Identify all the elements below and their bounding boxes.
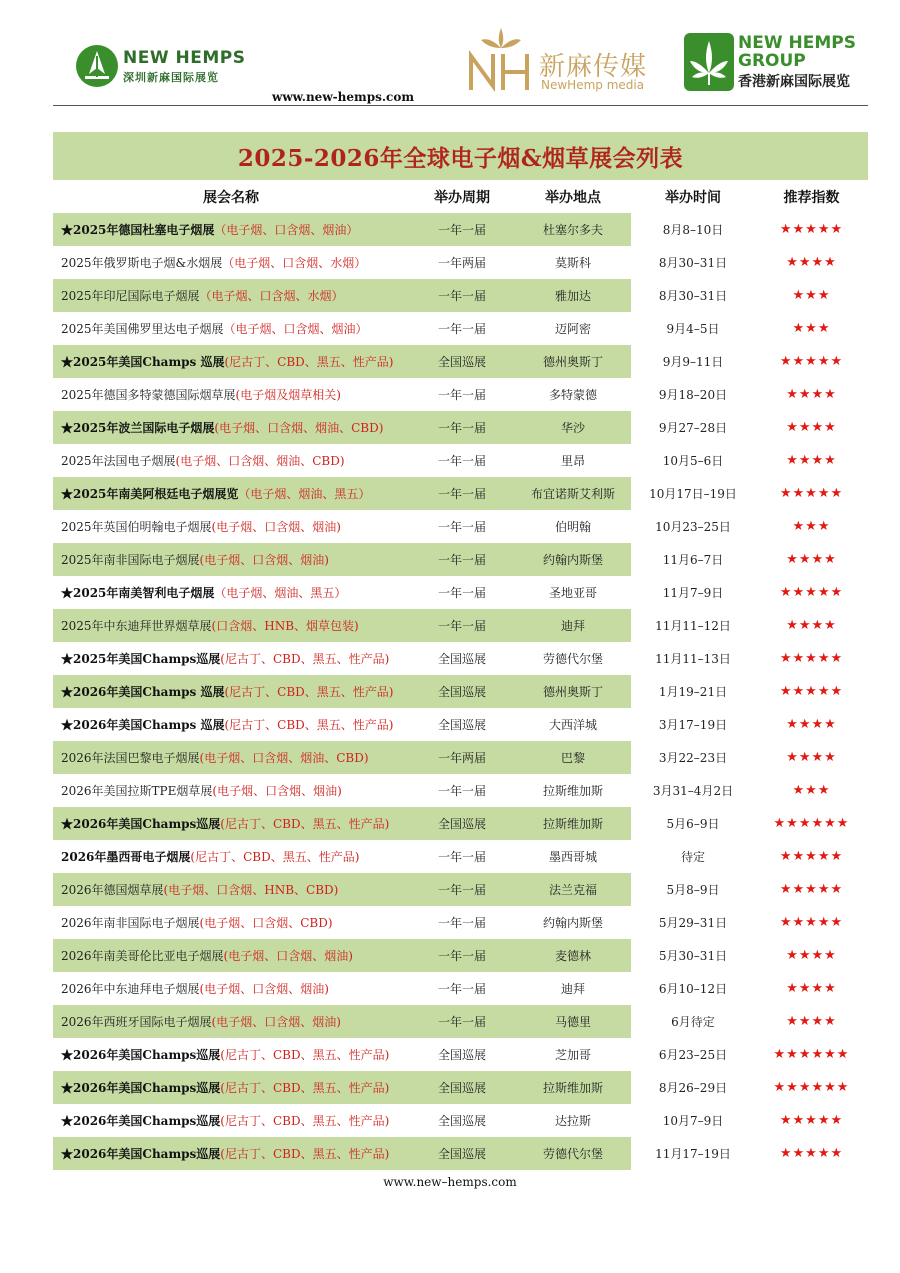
time-cell: 9月18–20日	[631, 378, 755, 411]
place-cell: 迈阿密	[515, 312, 631, 345]
table-row	[53, 840, 868, 873]
middle-logo-subtitle: NewHemp media	[541, 78, 645, 92]
exhibition-name: ★2025年美国Champs巡展	[61, 652, 221, 666]
cycle-cell: 一年一届	[409, 378, 515, 411]
table-title: 2025-2026年全球电子烟&烟草展会列表	[53, 132, 868, 180]
cycle-cell: 一年两届	[409, 246, 515, 279]
table-row	[53, 312, 868, 345]
place-cell: 墨西哥城	[515, 840, 631, 873]
rating-stars: ★★★★	[755, 543, 868, 576]
rating-stars: ★★★★	[755, 708, 868, 741]
cycle-cell: 一年一届	[409, 444, 515, 477]
exhibition-name-cell	[53, 444, 409, 477]
time-cell: 9月9–11日	[631, 345, 755, 378]
new-hemps-group-logo	[684, 33, 854, 91]
exhibition-category: （电子烟、烟油、黑五）	[214, 586, 347, 600]
time-cell: 11月7–9日	[631, 576, 755, 609]
exhibition-name: ★2025年德国杜塞电子烟展	[61, 223, 215, 237]
time-cell: 10月23–25日	[631, 510, 755, 543]
exhibition-name: ★2026年美国Champs 巡展	[61, 685, 225, 699]
time-cell: 11月6–7日	[631, 543, 755, 576]
cycle-cell: 全国巡展	[409, 1038, 515, 1071]
cycle-cell: 全国巡展	[409, 345, 515, 378]
time-cell: 10月17日–19日	[631, 477, 755, 510]
table-row	[53, 345, 868, 378]
rating-stars: ★★★★★	[755, 477, 868, 510]
cycle-cell: 一年一届	[409, 774, 515, 807]
exhibition-name-cell	[53, 840, 409, 873]
exhibition-name-cell	[53, 378, 409, 411]
page-header	[0, 0, 900, 108]
table-row	[53, 939, 868, 972]
cycle-cell: 一年两届	[409, 741, 515, 774]
rating-stars: ★★★★	[755, 1005, 868, 1038]
exhibition-name: ★2025年美国Champs 巡展	[61, 355, 225, 369]
table-row	[53, 1137, 868, 1170]
rating-stars: ★★★★★	[755, 1104, 868, 1137]
exhibition-category: (尼古丁、CBD、黑五、性产品)	[220, 1081, 390, 1095]
exhibition-name: ★2026年美国Champs巡展	[61, 817, 221, 831]
cycle-cell: 一年一届	[409, 972, 515, 1005]
place-cell: 拉斯维加斯	[515, 774, 631, 807]
table-row	[53, 1104, 868, 1137]
time-cell: 10月5–6日	[631, 444, 755, 477]
time-cell: 9月27–28日	[631, 411, 755, 444]
exhibition-category: (电子烟、口含烟、烟油、CBD)	[199, 751, 369, 765]
rating-stars: ★★★	[755, 774, 868, 807]
exhibition-category: (电子烟、口含烟、烟油)	[223, 949, 353, 963]
exhibition-category: (尼古丁、CBD、黑五、性产品)	[220, 652, 390, 666]
place-cell: 劳德代尔堡	[515, 642, 631, 675]
exhibition-name-cell	[53, 675, 409, 708]
place-cell: 里昂	[515, 444, 631, 477]
header-rating: 推荐指数	[755, 180, 868, 213]
table-row	[53, 642, 868, 675]
place-cell: 德州奥斯丁	[515, 345, 631, 378]
exhibition-category: (电子烟及烟草相关)	[235, 388, 341, 402]
exhibition-name: 2025年法国电子烟展	[61, 454, 176, 468]
exhibition-category: （电子烟、口含烟、水烟）	[199, 289, 344, 303]
exhibition-name: 2026年中东迪拜电子烟展	[61, 982, 200, 996]
hemp-leaf-circle-icon	[75, 44, 119, 88]
exhibition-name: 2025年南非国际电子烟展	[61, 553, 200, 567]
rating-stars: ★★★★	[755, 378, 868, 411]
cycle-cell: 全国巡展	[409, 1071, 515, 1104]
cycle-cell: 全国巡展	[409, 675, 515, 708]
exhibition-category: (尼古丁、CBD、黑五、性产品)	[224, 718, 394, 732]
table-row	[53, 774, 868, 807]
place-cell: 马德里	[515, 1005, 631, 1038]
exhibition-category: (尼古丁、CBD、黑五、性产品)	[224, 685, 394, 699]
exhibition-name-cell	[53, 939, 409, 972]
time-cell: 6月23–25日	[631, 1038, 755, 1071]
exhibition-name: 2025年俄罗斯电子烟&水烟展	[61, 256, 223, 270]
exhibition-name-cell	[53, 906, 409, 939]
exhibition-table	[53, 132, 868, 1170]
rating-stars: ★★★★★	[755, 345, 868, 378]
table-row	[53, 906, 868, 939]
exhibition-name-cell	[53, 576, 409, 609]
place-cell: 迪拜	[515, 609, 631, 642]
place-cell: 麦德林	[515, 939, 631, 972]
time-cell: 3月17–19日	[631, 708, 755, 741]
time-cell: 待定	[631, 840, 755, 873]
time-cell: 3月22–23日	[631, 741, 755, 774]
exhibition-name: 2026年德国烟草展	[61, 883, 164, 897]
time-cell: 6月10–12日	[631, 972, 755, 1005]
left-logo-name: NEW HEMPS	[123, 48, 246, 68]
exhibition-name-cell	[53, 510, 409, 543]
table-row	[53, 411, 868, 444]
time-cell: 11月17–19日	[631, 1137, 755, 1170]
time-cell: 9月4–5日	[631, 312, 755, 345]
exhibition-name-cell	[53, 1005, 409, 1038]
exhibition-category: （电子烟、口含烟、烟油）	[214, 223, 359, 237]
place-cell: 约翰内斯堡	[515, 906, 631, 939]
exhibition-category: (电子烟、口含烟、烟油)	[199, 553, 329, 567]
time-cell: 8月26–29日	[631, 1071, 755, 1104]
rating-stars: ★★★★	[755, 939, 868, 972]
table-row	[53, 1005, 868, 1038]
place-cell: 拉斯维加斯	[515, 807, 631, 840]
exhibition-name: ★2025年南美智利电子烟展	[61, 586, 215, 600]
exhibition-name: 2025年中东迪拜世界烟草展	[61, 619, 212, 633]
cycle-cell: 全国巡展	[409, 1137, 515, 1170]
exhibition-category: （电子烟、口含烟、烟油）	[223, 322, 368, 336]
time-cell: 3月31–4月2日	[631, 774, 755, 807]
place-cell: 芝加哥	[515, 1038, 631, 1071]
middle-logo-name: 新麻传媒	[539, 52, 648, 82]
exhibition-category: (尼古丁、CBD、黑五、性产品)	[224, 355, 394, 369]
website-link-top[interactable]: www.new-hemps.com	[272, 90, 415, 104]
exhibition-name: 2025年德国多特蒙德国际烟草展	[61, 388, 236, 402]
place-cell: 迪拜	[515, 972, 631, 1005]
table-row	[53, 708, 868, 741]
rating-stars: ★★★★★★	[755, 1038, 868, 1071]
cycle-cell: 全国巡展	[409, 642, 515, 675]
exhibition-category: (电子烟、口含烟、烟油、CBD)	[214, 421, 384, 435]
table-row	[53, 378, 868, 411]
table-row	[53, 510, 868, 543]
cycle-cell: 一年一届	[409, 1005, 515, 1038]
time-cell: 5月6–9日	[631, 807, 755, 840]
table-row	[53, 543, 868, 576]
place-cell: 伯明翰	[515, 510, 631, 543]
exhibition-name: ★2026年美国Champs巡展	[61, 1114, 221, 1128]
time-cell: 5月8–9日	[631, 873, 755, 906]
right-logo-name-line1: NEW HEMPS	[738, 33, 856, 53]
table-row	[53, 873, 868, 906]
header-place: 举办地点	[515, 180, 631, 213]
rating-stars: ★★★★★	[755, 213, 868, 246]
cycle-cell: 全国巡展	[409, 807, 515, 840]
exhibition-name-cell	[53, 279, 409, 312]
exhibition-category: (尼古丁、CBD、黑五、性产品)	[220, 1048, 390, 1062]
table-row	[53, 213, 868, 246]
place-cell: 莫斯科	[515, 246, 631, 279]
time-cell: 8月30–31日	[631, 246, 755, 279]
rating-stars: ★★★★★	[755, 873, 868, 906]
table-row	[53, 741, 868, 774]
time-cell: 5月29–31日	[631, 906, 755, 939]
table-row	[53, 279, 868, 312]
exhibition-name-cell	[53, 1038, 409, 1071]
table-row	[53, 477, 868, 510]
right-logo-subtitle: 香港新麻国际展览	[738, 74, 850, 90]
rating-stars: ★★★★	[755, 444, 868, 477]
exhibition-name: 2026年法国巴黎电子烟展	[61, 751, 200, 765]
exhibition-name-cell	[53, 1071, 409, 1104]
header-name: 展会名称	[53, 180, 409, 213]
exhibition-name: ★2026年美国Champs巡展	[61, 1048, 221, 1062]
exhibition-name: 2026年西班牙国际电子烟展	[61, 1015, 212, 1029]
exhibition-name-cell	[53, 708, 409, 741]
time-cell: 1月19–21日	[631, 675, 755, 708]
exhibition-name: ★2026年美国Champs 巡展	[61, 718, 225, 732]
exhibition-category: (尼古丁、CBD、黑五、性产品)	[220, 1114, 390, 1128]
place-cell: 圣地亚哥	[515, 576, 631, 609]
exhibition-name-cell	[53, 345, 409, 378]
rating-stars: ★★★★★	[755, 675, 868, 708]
exhibition-name: 2026年南非国际电子烟展	[61, 916, 200, 930]
exhibition-name-cell	[53, 477, 409, 510]
exhibition-name-cell	[53, 807, 409, 840]
rating-stars: ★★★	[755, 312, 868, 345]
exhibition-name-cell	[53, 609, 409, 642]
cycle-cell: 一年一届	[409, 939, 515, 972]
table-row	[53, 1038, 868, 1071]
cycle-cell: 一年一届	[409, 873, 515, 906]
table-row	[53, 972, 868, 1005]
header-cycle: 举办周期	[409, 180, 515, 213]
time-cell: 6月待定	[631, 1005, 755, 1038]
hemp-leaf-icon	[684, 33, 734, 91]
rating-stars: ★★★★	[755, 411, 868, 444]
exhibition-name-cell	[53, 543, 409, 576]
right-logo-name-line2: GROUP	[738, 51, 806, 71]
exhibition-name: ★2025年南美阿根廷电子烟展览	[61, 487, 239, 501]
rating-stars: ★★★★★	[755, 642, 868, 675]
table-row	[53, 675, 868, 708]
time-cell: 8月30–31日	[631, 279, 755, 312]
cycle-cell: 一年一届	[409, 411, 515, 444]
time-cell: 8月8–10日	[631, 213, 755, 246]
table-row	[53, 1071, 868, 1104]
cycle-cell: 全国巡展	[409, 708, 515, 741]
exhibition-name-cell	[53, 312, 409, 345]
exhibition-name-cell	[53, 873, 409, 906]
exhibition-category: (电子烟、口含烟、烟油、CBD)	[175, 454, 345, 468]
cycle-cell: 一年一届	[409, 576, 515, 609]
new-hemps-logo	[75, 44, 245, 90]
rating-stars: ★★★★	[755, 609, 868, 642]
table-body	[53, 213, 868, 1170]
exhibition-category: (尼古丁、CBD、黑五、性产品)	[190, 850, 360, 864]
exhibition-category: (尼古丁、CBD、黑五、性产品)	[220, 1147, 390, 1161]
rating-stars: ★★★★★	[755, 576, 868, 609]
place-cell: 达拉斯	[515, 1104, 631, 1137]
exhibition-name-cell	[53, 411, 409, 444]
rating-stars: ★★★	[755, 279, 868, 312]
cycle-cell: 一年一届	[409, 477, 515, 510]
website-link-bottom[interactable]: www.new–hemps.com	[383, 1175, 517, 1189]
header-time: 举办时间	[631, 180, 755, 213]
place-cell: 雅加达	[515, 279, 631, 312]
exhibition-name-cell	[53, 1137, 409, 1170]
exhibition-category: （电子烟、烟油、黑五）	[238, 487, 371, 501]
exhibition-name: 2025年印尼国际电子烟展	[61, 289, 200, 303]
exhibition-name: 2025年英国伯明翰电子烟展	[61, 520, 212, 534]
rating-stars: ★★★★★	[755, 1137, 868, 1170]
newhemp-media-logo	[465, 24, 670, 94]
exhibition-name: 2025年美国佛罗里达电子烟展	[61, 322, 224, 336]
cycle-cell: 一年一届	[409, 543, 515, 576]
time-cell: 11月11–13日	[631, 642, 755, 675]
cycle-cell: 一年一届	[409, 312, 515, 345]
cycle-cell: 一年一届	[409, 510, 515, 543]
place-cell: 多特蒙德	[515, 378, 631, 411]
exhibition-name: ★2026年美国Champs巡展	[61, 1081, 221, 1095]
place-cell: 劳德代尔堡	[515, 1137, 631, 1170]
exhibition-name: ★2026年美国Champs巡展	[61, 1147, 221, 1161]
cycle-cell: 一年一届	[409, 906, 515, 939]
exhibition-name: 2026年美国拉斯TPE烟草展	[61, 784, 213, 798]
cycle-cell: 一年一届	[409, 840, 515, 873]
place-cell: 大西洋城	[515, 708, 631, 741]
place-cell: 法兰克福	[515, 873, 631, 906]
exhibition-name-cell	[53, 642, 409, 675]
exhibition-category: (电子烟、口含烟、HNB、CBD)	[163, 883, 339, 897]
header-divider	[53, 105, 868, 106]
exhibition-category: (电子烟、口含烟、烟油)	[211, 520, 341, 534]
rating-stars: ★★★★★	[755, 840, 868, 873]
place-cell: 华沙	[515, 411, 631, 444]
nh-monogram-icon	[465, 24, 537, 94]
left-logo-subtitle: 深圳新麻国际展览	[123, 71, 219, 84]
place-cell: 约翰内斯堡	[515, 543, 631, 576]
exhibition-name-cell	[53, 213, 409, 246]
table-header-row	[53, 180, 868, 213]
cycle-cell: 一年一届	[409, 279, 515, 312]
table-row	[53, 807, 868, 840]
table-row	[53, 576, 868, 609]
exhibition-category: (尼古丁、CBD、黑五、性产品)	[220, 817, 390, 831]
exhibition-name-cell	[53, 741, 409, 774]
place-cell: 德州奥斯丁	[515, 675, 631, 708]
exhibition-name-cell	[53, 774, 409, 807]
time-cell: 10月7–9日	[631, 1104, 755, 1137]
table-row	[53, 444, 868, 477]
rating-stars: ★★★	[755, 510, 868, 543]
time-cell: 5月30–31日	[631, 939, 755, 972]
place-cell: 拉斯维加斯	[515, 1071, 631, 1104]
exhibition-grid	[53, 180, 868, 1170]
exhibition-name: 2026年墨西哥电子烟展	[61, 850, 191, 864]
exhibition-category: （电子烟、口含烟、水烟）	[222, 256, 367, 270]
exhibition-category: (电子烟、口含烟、烟油)	[211, 1015, 341, 1029]
exhibition-category: (电子烟、口含烟、烟油)	[212, 784, 342, 798]
exhibition-name: ★2025年波兰国际电子烟展	[61, 421, 215, 435]
rating-stars: ★★★★★★	[755, 807, 868, 840]
rating-stars: ★★★★	[755, 972, 868, 1005]
time-cell: 11月11–12日	[631, 609, 755, 642]
place-cell: 杜塞尔多夫	[515, 213, 631, 246]
rating-stars: ★★★★	[755, 741, 868, 774]
rating-stars: ★★★★	[755, 246, 868, 279]
cycle-cell: 一年一届	[409, 609, 515, 642]
exhibition-category: (电子烟、口含烟、CBD)	[199, 916, 333, 930]
cycle-cell: 全国巡展	[409, 1104, 515, 1137]
rating-stars: ★★★★★★	[755, 1071, 868, 1104]
exhibition-name: 2026年南美哥伦比亚电子烟展	[61, 949, 224, 963]
place-cell: 布宜诺斯艾利斯	[515, 477, 631, 510]
table-row	[53, 246, 868, 279]
exhibition-name-cell	[53, 972, 409, 1005]
exhibition-name-cell	[53, 1104, 409, 1137]
cycle-cell: 一年一届	[409, 213, 515, 246]
exhibition-name-cell	[53, 246, 409, 279]
rating-stars: ★★★★★	[755, 906, 868, 939]
exhibition-category: (电子烟、口含烟、烟油)	[199, 982, 329, 996]
place-cell: 巴黎	[515, 741, 631, 774]
table-row	[53, 609, 868, 642]
exhibition-category: (口含烟、HNB、烟草包装)	[211, 619, 359, 633]
